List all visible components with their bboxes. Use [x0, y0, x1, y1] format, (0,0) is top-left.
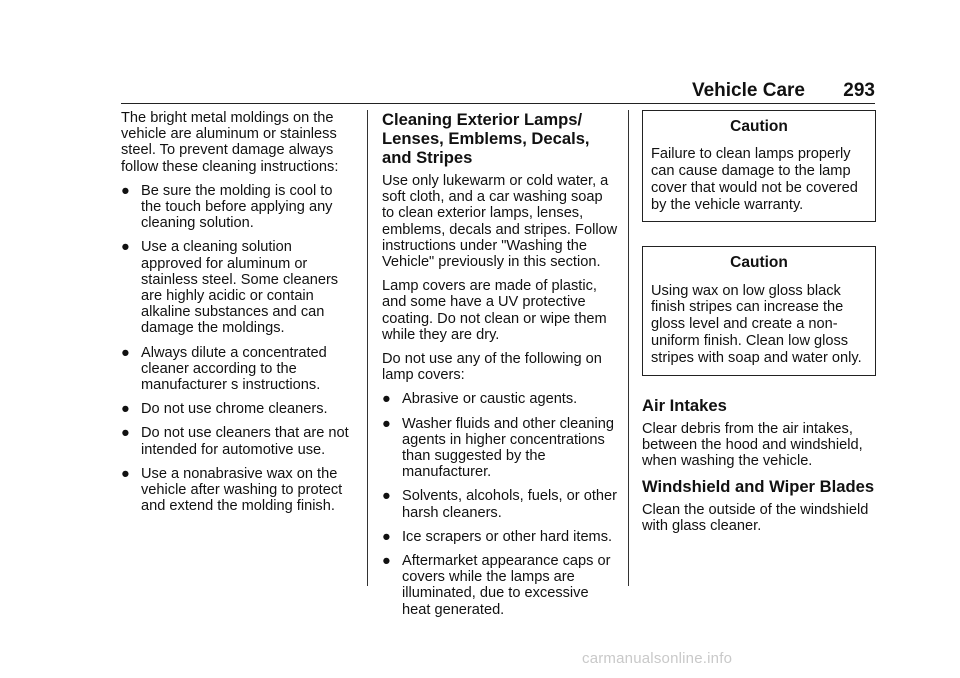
list-item: ● Solvents, alcohols, fuels, or other harsh cleaners. [382, 488, 617, 521]
watermark-logo: carmanualsonline.info [582, 650, 733, 667]
bullet-icon: ● [382, 415, 391, 432]
lamps-para-3: Do not use any of the following on lamp covers: [382, 351, 602, 384]
list-item: ● Abrasive or caustic agents. [382, 391, 578, 408]
caution-body: Failure to clean lamps properly can cause damage to the lamp cover that would not be covered by the vehicle warranty. [651, 146, 858, 213]
list-item: ● Aftermarket appearance caps or covers while the lamps are illuminated, due to excessive heat generated. [382, 553, 611, 618]
column-3 [642, 110, 876, 543]
bullet-icon: ● [382, 553, 391, 570]
caution-box-stripes [642, 246, 876, 375]
bullet-icon: ● [121, 344, 130, 361]
wiper-heading: Windshield and Wiper Blades [642, 477, 875, 497]
lamps-heading: Cleaning Exterior Lamps/ Lenses, Emblems, Decals, and Stripes [382, 110, 590, 167]
column-1 [121, 110, 353, 522]
list-item: ● Do not use chrome cleaners. [121, 401, 328, 418]
caution-box-lamps [642, 110, 876, 222]
header-rule [121, 103, 875, 104]
page-number: 293 [843, 80, 875, 101]
bullet-icon: ● [382, 528, 391, 545]
bullet-icon: ● [382, 488, 391, 505]
list-item: ● Use a nonabrasive wax on the vehicle after washing to protect and extend the molding finish. [121, 465, 343, 515]
bullet-icon: ● [121, 425, 130, 442]
bullet-icon: ● [121, 465, 130, 482]
bullet-icon: ● [121, 401, 130, 418]
list-item: ● Ice scrapers or other hard items. [382, 528, 613, 545]
bullet-icon: ● [121, 182, 130, 199]
lamps-para-1: Use only lukewarm or cold water, a soft cloth, and a car washing soap to clean exterior lamps, lenses, emblems, decals and stripes. Follow instructions under "Washing the Vehicle" previously in this section. [382, 173, 618, 271]
list-item: ● Do not use cleaners that are not intended for automotive use. [121, 425, 349, 458]
wiper-body: Clean the outside of the windshield with glass cleaner. [642, 502, 869, 535]
air-intakes-heading: Air Intakes [642, 395, 727, 415]
lamps-para-2: Lamp covers are made of plastic, and some have a UV protective coating. Do not clean or wipe them while they are dry. [382, 278, 607, 343]
list-item: ● Washer fluids and other cleaning agents in higher concentrations than suggested by the manufacturer. [382, 415, 615, 481]
caution-title: Caution [730, 118, 788, 135]
list-item: ● Be sure the molding is cool to the touch before applying any cleaning solution. [121, 182, 333, 232]
air-intakes-body: Clear debris from the air intakes, between the hood and windshield, when washing the vehicle. [642, 420, 863, 469]
section-title: Vehicle Care [691, 80, 805, 101]
list-item: ● Use a cleaning solution approved for aluminum or stainless steel. Some cleaners are highly acidic or contain alkaline substances and can damage the moldings. [121, 239, 339, 337]
page-header [121, 80, 875, 102]
caution-title: Caution [730, 254, 788, 272]
list-item: ● Always dilute a concentrated cleaner according to the manufacturer s instructions. [121, 344, 327, 394]
moldings-intro: The bright metal moldings on the vehicle are aluminum or stainless steel. To prevent damage always follow these cleaning instructions: [121, 110, 339, 175]
bullet-icon: ● [382, 391, 391, 408]
caution-body: Using wax on low gloss black finish stripes can increase the gloss level and create a non-uniform finish. Clean low gloss stripes with soap and water only. [651, 282, 862, 366]
column-divider [628, 110, 629, 586]
bullet-icon: ● [121, 239, 130, 256]
column-divider [367, 110, 368, 586]
column-2 [382, 110, 618, 626]
